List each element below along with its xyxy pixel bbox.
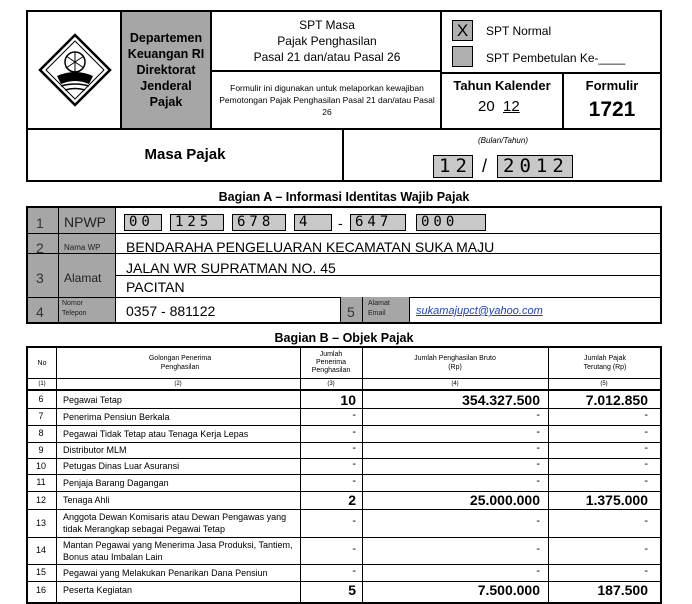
row-pajak[interactable]: - [644,475,648,487]
row-pajak[interactable]: 7.012.850 [585,392,648,408]
department-name: Departemen Keuangan RI Direktorat Jenderal Pajak [127,31,205,109]
row-bruto[interactable]: - [536,475,540,487]
bagian-b-title: Bagian B – Objek Pajak [274,331,414,345]
row-number: 13 [35,518,46,528]
row-count[interactable]: 2 [348,492,356,508]
row-bruto[interactable]: 7.500.000 [477,582,540,598]
col-index-3: (3) [327,380,335,387]
row-divider [26,537,662,538]
row-count[interactable]: - [352,409,356,421]
row-bruto[interactable]: - [536,409,540,421]
row-number: 11 [36,477,46,487]
row-name: Tenaga Ahli [63,495,110,505]
col-index-1: (1) [38,380,46,387]
title-line-3: Pasal 21 dan/atau Pasal 26 [253,50,401,64]
row-bruto[interactable]: 354.327.500 [462,392,540,408]
row-bruto[interactable]: - [536,458,540,470]
row-bruto[interactable]: - [536,442,540,454]
logo-cell [28,12,122,128]
row-count[interactable]: - [352,565,356,577]
row-name: Pegawai yang Melakukan Penarikan Dana Pensiun [63,568,268,578]
department-cell [122,12,212,128]
row-count[interactable]: - [352,475,356,487]
alamat-label: Alamat [64,271,102,285]
npwp-box-2[interactable]: 125 [170,214,224,231]
tahun-prefix: 20 [478,98,495,115]
formulir-number: 1721 [588,98,636,121]
masa-pajak-label: Masa Pajak [144,146,226,163]
masa-pajak-hint: (Bulan/Tahun) [478,136,528,145]
npwp-dash: - [338,215,343,231]
row-count[interactable]: 5 [348,582,356,598]
row-bruto[interactable]: - [536,515,540,527]
row-number: 6 [38,394,44,404]
nama-value[interactable]: BENDARAHA PENGELUARAN KECAMATAN SUKA MAJU [126,239,495,255]
bagian-a-title: Bagian A – Informasi Identitas Wajib Pajak [218,190,470,204]
tahun-value[interactable]: 12 [503,98,520,115]
spt-pembetulan-label: SPT Pembetulan Ke-____ [486,51,626,65]
row-name: Petugas Dinas Luar Asuransi [63,461,180,471]
row-pajak[interactable]: - [644,565,648,577]
row-number: 12 [35,495,46,505]
col-index-5: (5) [600,380,608,387]
npwp-box-6[interactable]: 000 [416,214,486,231]
email-label: Alamat Email [368,300,390,317]
nama-label: Nama WP [64,243,101,252]
row-pajak[interactable]: - [644,515,648,527]
row-name: Penjaja Barang Dagangan [63,478,169,488]
npwp-box-1[interactable]: 00 [124,214,162,231]
row-pajak[interactable]: - [644,426,648,438]
masa-slash: / [482,156,488,176]
alamat-line-2[interactable]: PACITAN [126,279,185,295]
row-name: Anggota Dewan Komisaris atau Dewan Pengawas yang tidak Merangkap sebagai Pegawai Tetap [63,512,287,534]
email-link[interactable]: sukamajupct@yahoo.com [416,305,543,317]
row-number: 14 [35,545,46,555]
row-count[interactable]: - [352,442,356,454]
row-pajak[interactable]: 1.375.000 [585,492,648,508]
col-index-4: (4) [451,380,459,387]
form-description: Formulir ini digunakan untuk melaporkan kewajiban Pemotongan Pajak Penghasilan Pasal 21 dan/atau Pasal 26 [219,83,435,117]
row-pajak[interactable]: - [644,442,648,454]
row-count[interactable]: - [352,515,356,527]
masa-year-box[interactable]: 2012 [497,155,573,178]
spt-normal-label: SPT Normal [486,24,552,38]
row-pajak[interactable]: - [644,409,648,421]
telepon-value[interactable]: 0357 - 881122 [126,303,216,319]
formulir-label: Formulir [585,78,639,93]
nama-row-number: 2 [36,240,44,256]
spt-pembetulan-checkbox[interactable] [452,46,473,67]
telepon-row-number: 4 [36,304,44,320]
tahun-label: Tahun Kalender [453,78,551,93]
alamat-line-1[interactable]: JALAN WR SUPRATMAN NO. 45 [126,260,336,276]
row-divider [26,509,662,510]
row-count[interactable]: - [352,458,356,470]
row-name: Penerima Pensiun Berkala [63,412,170,422]
row-bruto[interactable]: - [536,426,540,438]
row-number: 7 [38,411,44,421]
row-name: Peserta Kegiatan [63,585,133,595]
masa-pajak-frame [26,130,662,182]
row-number: 16 [35,585,46,595]
col-index-2: (2) [174,380,182,387]
col-header-jumlah-penerima: Jumlah Penerima Penghasilan [311,351,351,374]
row-pajak[interactable]: - [644,458,648,470]
row-count[interactable]: 10 [340,392,356,408]
npwp-label: NPWP [64,214,106,230]
telepon-label: Nomor Telepon [62,300,87,317]
garuda-emblem-icon [37,32,113,108]
row-bruto[interactable]: - [536,543,540,555]
row-name: Mantan Pegawai yang Menerima Jasa Produksi, Tantiem, Bonus atau Imbalan Lain [63,540,293,562]
row-pajak[interactable]: 187.500 [597,582,648,598]
npwp-row-number: 1 [36,215,44,231]
row-name: Distributor MLM [63,445,127,455]
col-header-bruto: Jumlah Penghasilan Bruto (Rp) [414,355,496,371]
row-bruto[interactable]: - [536,565,540,577]
email-row-number: 5 [347,304,355,320]
col-header-pajak: Jumlah Pajak Terutang (Rp) [583,355,627,371]
row-count[interactable]: - [352,426,356,438]
col-header-no: No [37,359,47,367]
row-pajak[interactable]: - [644,543,648,555]
row-name: Pegawai Tetap [63,395,122,405]
npwp-box-5[interactable]: 647 [350,214,406,231]
title-line-1: SPT Masa [299,18,355,32]
alamat-row-number: 3 [36,270,44,286]
row-count[interactable]: - [352,543,356,555]
row-number: 10 [35,461,46,471]
row-name: Pegawai Tidak Tetap atau Tenaga Kerja Lepas [63,429,249,439]
row-bruto[interactable]: 25.000.000 [469,492,540,508]
row-number: 15 [35,567,46,577]
title-cell [212,12,442,128]
spt-normal-checkbox[interactable]: X [452,20,473,41]
row-number: 8 [38,428,44,438]
row-number: 9 [38,445,44,455]
title-line-2: Pajak Penghasilan [277,34,377,48]
masa-month-box[interactable]: 12 [433,155,473,178]
npwp-box-3[interactable]: 678 [232,214,286,231]
col-header-golongan: Golongan Penerima Penghasilan [148,355,212,371]
npwp-box-4[interactable]: 4 [294,214,332,231]
